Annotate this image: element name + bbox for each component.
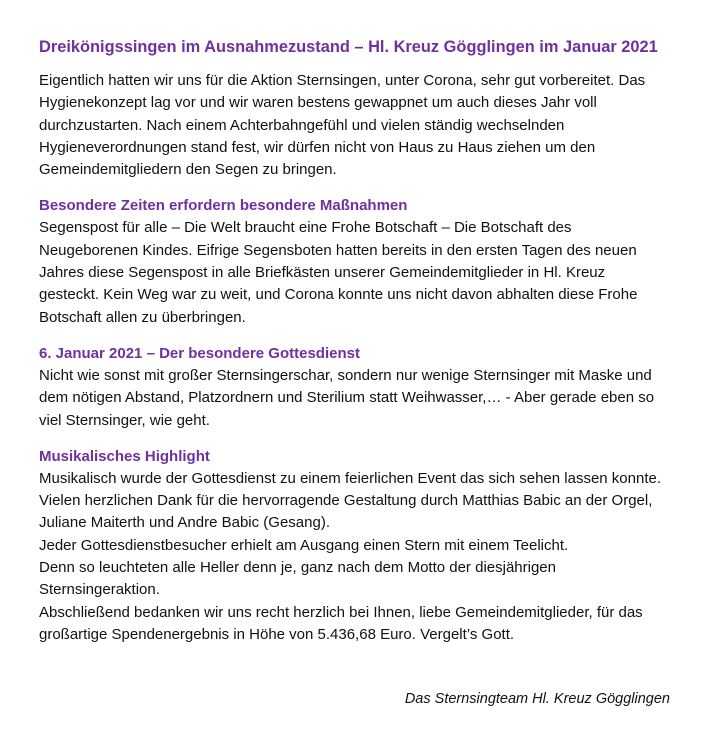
section-line: Sternsingeraktion. bbox=[39, 581, 160, 599]
section-line: Musikalisch wurde der Gottesdienst zu einem feierlichen Event das sich sehen lassen konnte. bbox=[39, 469, 661, 487]
section-line: Juliane Maiterth und Andre Babic (Gesang). bbox=[39, 514, 330, 532]
intro-line: Hygienekonzept lag vor und wir waren bestens gewappnet um auch dieses Jahr voll bbox=[39, 94, 597, 112]
signature: Das Sternsingteam Hl. Kreuz Gögglingen bbox=[404, 691, 670, 707]
section-line: gesteckt. Kein Weg war zu weit, und Corona konnte uns nicht davon abhalten diese Frohe bbox=[39, 286, 638, 304]
intro-paragraph bbox=[39, 70, 709, 181]
section-line: Denn so leuchteten alle Heller denn je, ganz nach dem Motto der diesjährigen bbox=[39, 559, 556, 577]
section-heading: 6. Januar 2021 – Der besondere Gottesdienst bbox=[39, 344, 360, 362]
section-gottesdienst bbox=[39, 343, 709, 432]
section-line: Jahres diese Segenspost in alle Briefkästen unserer Gemeindemitglieder in Hl. Kreuz bbox=[39, 264, 606, 282]
section-musikalisches-highlight bbox=[39, 446, 709, 646]
section-line: viel Sternsinger, wie geht. bbox=[39, 411, 210, 429]
section-heading: Besondere Zeiten erfordern besondere Maßnahmen bbox=[39, 197, 408, 215]
section-besondere-zeiten bbox=[39, 195, 709, 328]
section-line: großartige Spendenergebnis in Höhe von 5.436,68 Euro. Vergelt’s Gott. bbox=[39, 625, 515, 643]
section-heading: Musikalisches Highlight bbox=[39, 447, 210, 465]
intro-line: Gemeindemitgliedern den Segen zu bringen. bbox=[39, 161, 337, 179]
section-line: Neugeborenen Kindes. Eifrige Segensboten hatten bereits in den ersten Tagen des neuen bbox=[39, 241, 637, 259]
page-title: Dreikönigssingen im Ausnahmezustand – Hl. Kreuz Gögglingen im Januar 2021 bbox=[39, 38, 658, 56]
section-line: Vielen herzlichen Dank für die hervorragende Gestaltung durch Matthias Babic an der Orgel, bbox=[39, 492, 653, 510]
document-page bbox=[39, 36, 709, 646]
intro-line: Hygieneverordnungen stand fest, wir dürfen nicht von Haus zu Haus ziehen um den bbox=[39, 138, 596, 156]
intro-line: durchzustarten. Nach einem Achterbahngefühl und vielen ständig wechselnden bbox=[39, 116, 565, 134]
section-line: Jeder Gottesdienstbesucher erhielt am Ausgang einen Stern mit einem Teelicht. bbox=[39, 536, 569, 554]
section-line: Nicht wie sonst mit großer Sternsingerschar, sondern nur wenige Sternsinger mit Maske und bbox=[39, 366, 652, 384]
section-line: Botschaft allen zu überbringen. bbox=[39, 308, 246, 326]
section-line: Abschließend bedanken wir uns recht herzlich bei Ihnen, liebe Gemeindemitglieder, für das bbox=[39, 603, 643, 621]
section-line: dem nötigen Abstand, Platzordnern und Sterilium statt Weihwasser,… - Aber gerade eben so bbox=[39, 389, 655, 407]
section-spacer bbox=[39, 329, 709, 343]
section-spacer bbox=[39, 432, 709, 446]
section-spacer bbox=[39, 181, 709, 195]
intro-line: Eigentlich hatten wir uns für die Aktion Sternsingen, unter Corona, sehr gut vorbereitet. Das bbox=[39, 72, 646, 89]
section-line: Segenspost für alle – Die Welt braucht eine Frohe Botschaft – Die Botschaft des bbox=[39, 219, 572, 237]
